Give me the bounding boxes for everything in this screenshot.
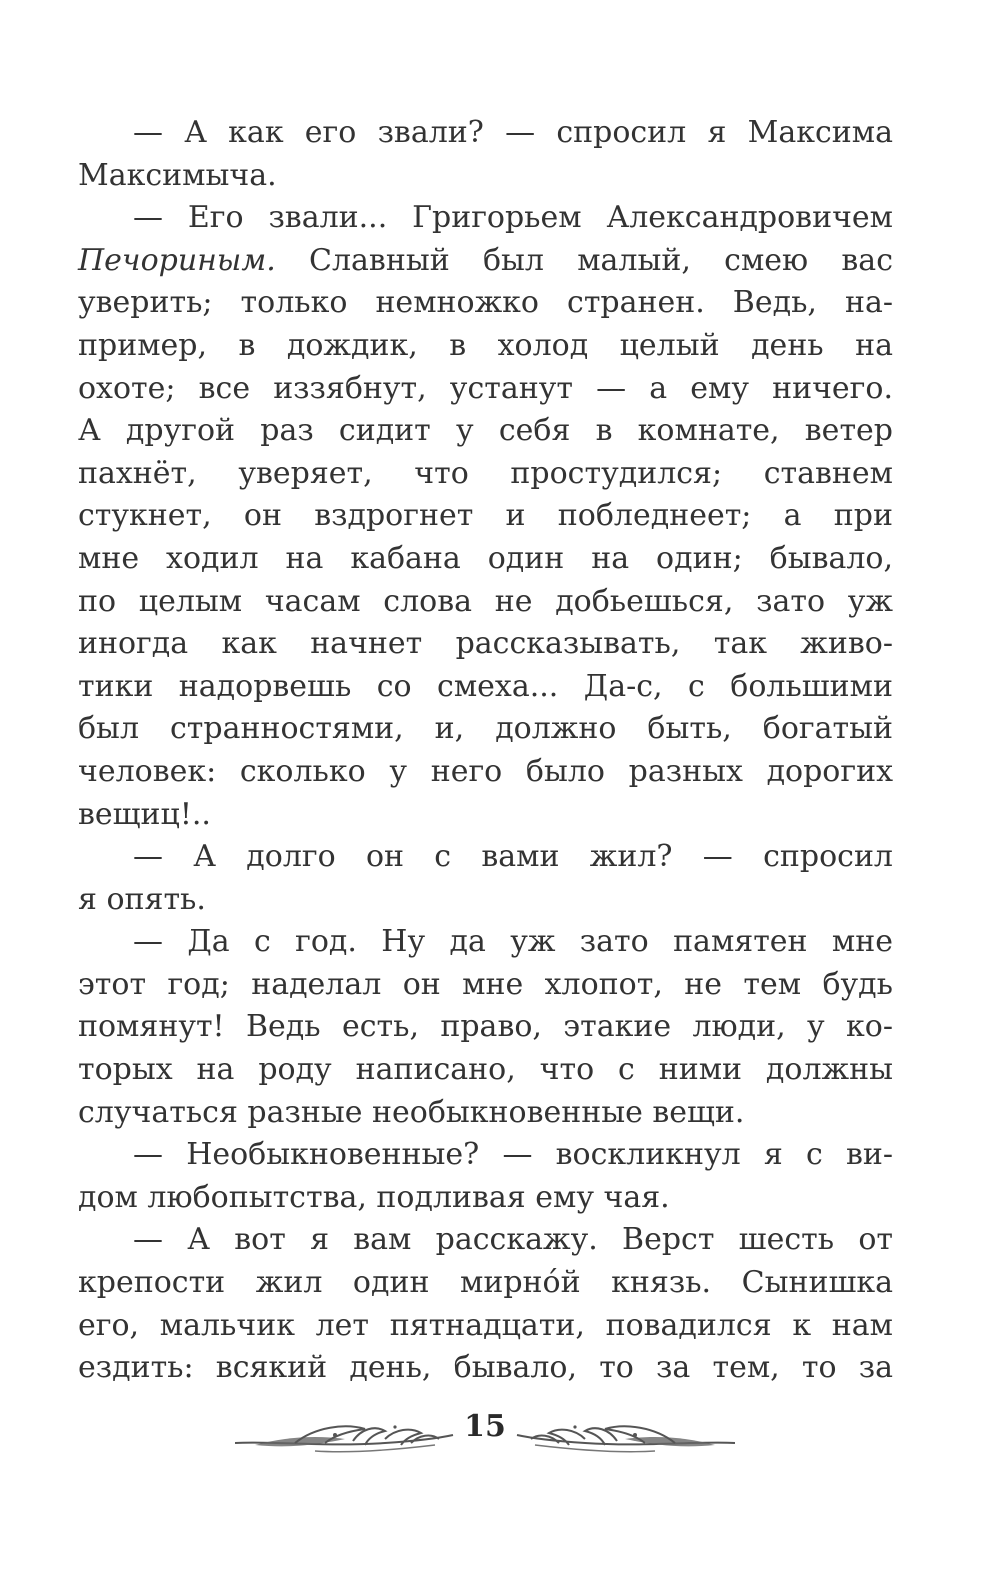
page-footer (0, 1405, 1000, 1465)
text-line (78, 453, 893, 496)
text-line (78, 751, 893, 794)
text-line (78, 112, 893, 155)
text-line (78, 325, 893, 368)
text-segment: пример, в дождик, в холод целый день на (78, 327, 893, 363)
text-segment: — Да с год. Ну да уж зато памятен мне (133, 924, 893, 960)
text-line (78, 794, 893, 837)
text-segment: случаться разные необыкновенные вещи. (78, 1094, 745, 1130)
left-ornament-icon (235, 1413, 455, 1457)
text-segment: стукнет, он вздрогнет и побледнеет; а при (78, 498, 893, 534)
body-text (78, 112, 893, 1390)
text-segment: — А долго он с вами жил? — спросил (133, 839, 893, 875)
text-line (78, 666, 893, 709)
text-line (78, 538, 893, 581)
page-number: 15 (464, 1409, 506, 1444)
text-segment: крепости жил один мирно́й князь. Сынишка (78, 1265, 893, 1301)
text-line (78, 1219, 893, 1262)
text-segment: по целым часам слова не добьешься, зато уж (78, 583, 893, 619)
text-line (78, 836, 893, 879)
text-segment: помянут! Ведь есть, право, этакие люди, у ко- (78, 1009, 893, 1045)
text-line (78, 1006, 893, 1049)
text-segment: дом любопытства, подливая ему чая. (78, 1179, 670, 1215)
text-line (78, 1049, 893, 1092)
text-segment: мне ходил на кабана один на один; бывало, (78, 540, 893, 576)
text-segment: Славный был малый, смею вас (275, 242, 893, 278)
text-line (78, 1347, 893, 1390)
text-line (78, 240, 893, 283)
text-segment: вещиц!.. (78, 796, 211, 832)
text-line (78, 197, 893, 240)
text-segment: — Его звали... Григорьем Александровичем (133, 200, 893, 236)
text-line (78, 1134, 893, 1177)
text-segment: этот год; наделал он мне хлопот, не тем будь (78, 966, 893, 1002)
text-segment: А другой раз сидит у себя в комнате, ветер (78, 413, 893, 449)
text-line (78, 879, 893, 922)
text-line (78, 708, 893, 751)
text-segment: — Необыкновенные? — воскликнул я с ви- (133, 1137, 893, 1173)
text-line (78, 1262, 893, 1305)
text-segment: ездить: всякий день, бывало, то за тем, то за (78, 1350, 893, 1386)
text-segment: человек: сколько у него было разных дорогих (78, 753, 893, 789)
text-segment: Максимыча. (78, 157, 277, 193)
text-segment: охоте; все иззябнут, устанут — а ему ничего. (78, 370, 893, 406)
text-line (78, 623, 893, 666)
text-segment: уверить; только немножко странен. Ведь, на- (78, 285, 893, 321)
text-segment: иногда как начнет рассказывать, так живо- (78, 626, 893, 662)
text-line (78, 921, 893, 964)
right-ornament-icon (515, 1413, 735, 1457)
text-line (78, 964, 893, 1007)
text-line (78, 495, 893, 538)
text-segment: пахнёт, уверяет, что простудился; ставнем (78, 455, 893, 491)
text-segment: торых на роду написано, что с ними должны (78, 1052, 893, 1088)
text-line (78, 1305, 893, 1348)
text-segment: тики надорвешь со смеха... Да-с, с большими (78, 668, 893, 704)
text-line (78, 368, 893, 411)
text-line (78, 410, 893, 453)
text-segment: я опять. (78, 881, 206, 917)
italic-text-segment: Печориным. (78, 242, 276, 278)
text-line (78, 155, 893, 198)
text-line (78, 282, 893, 325)
text-segment: был странностями, и, должно быть, богатый (78, 711, 893, 747)
text-segment: его, мальчик лет пятнадцати, повадился к нам (78, 1307, 893, 1343)
text-line (78, 581, 893, 624)
text-segment: — А вот я вам расскажу. Верст шесть от (133, 1222, 893, 1258)
text-line (78, 1092, 893, 1135)
text-line (78, 1177, 893, 1220)
text-segment: — А как его звали? — спросил я Максима (133, 115, 893, 150)
